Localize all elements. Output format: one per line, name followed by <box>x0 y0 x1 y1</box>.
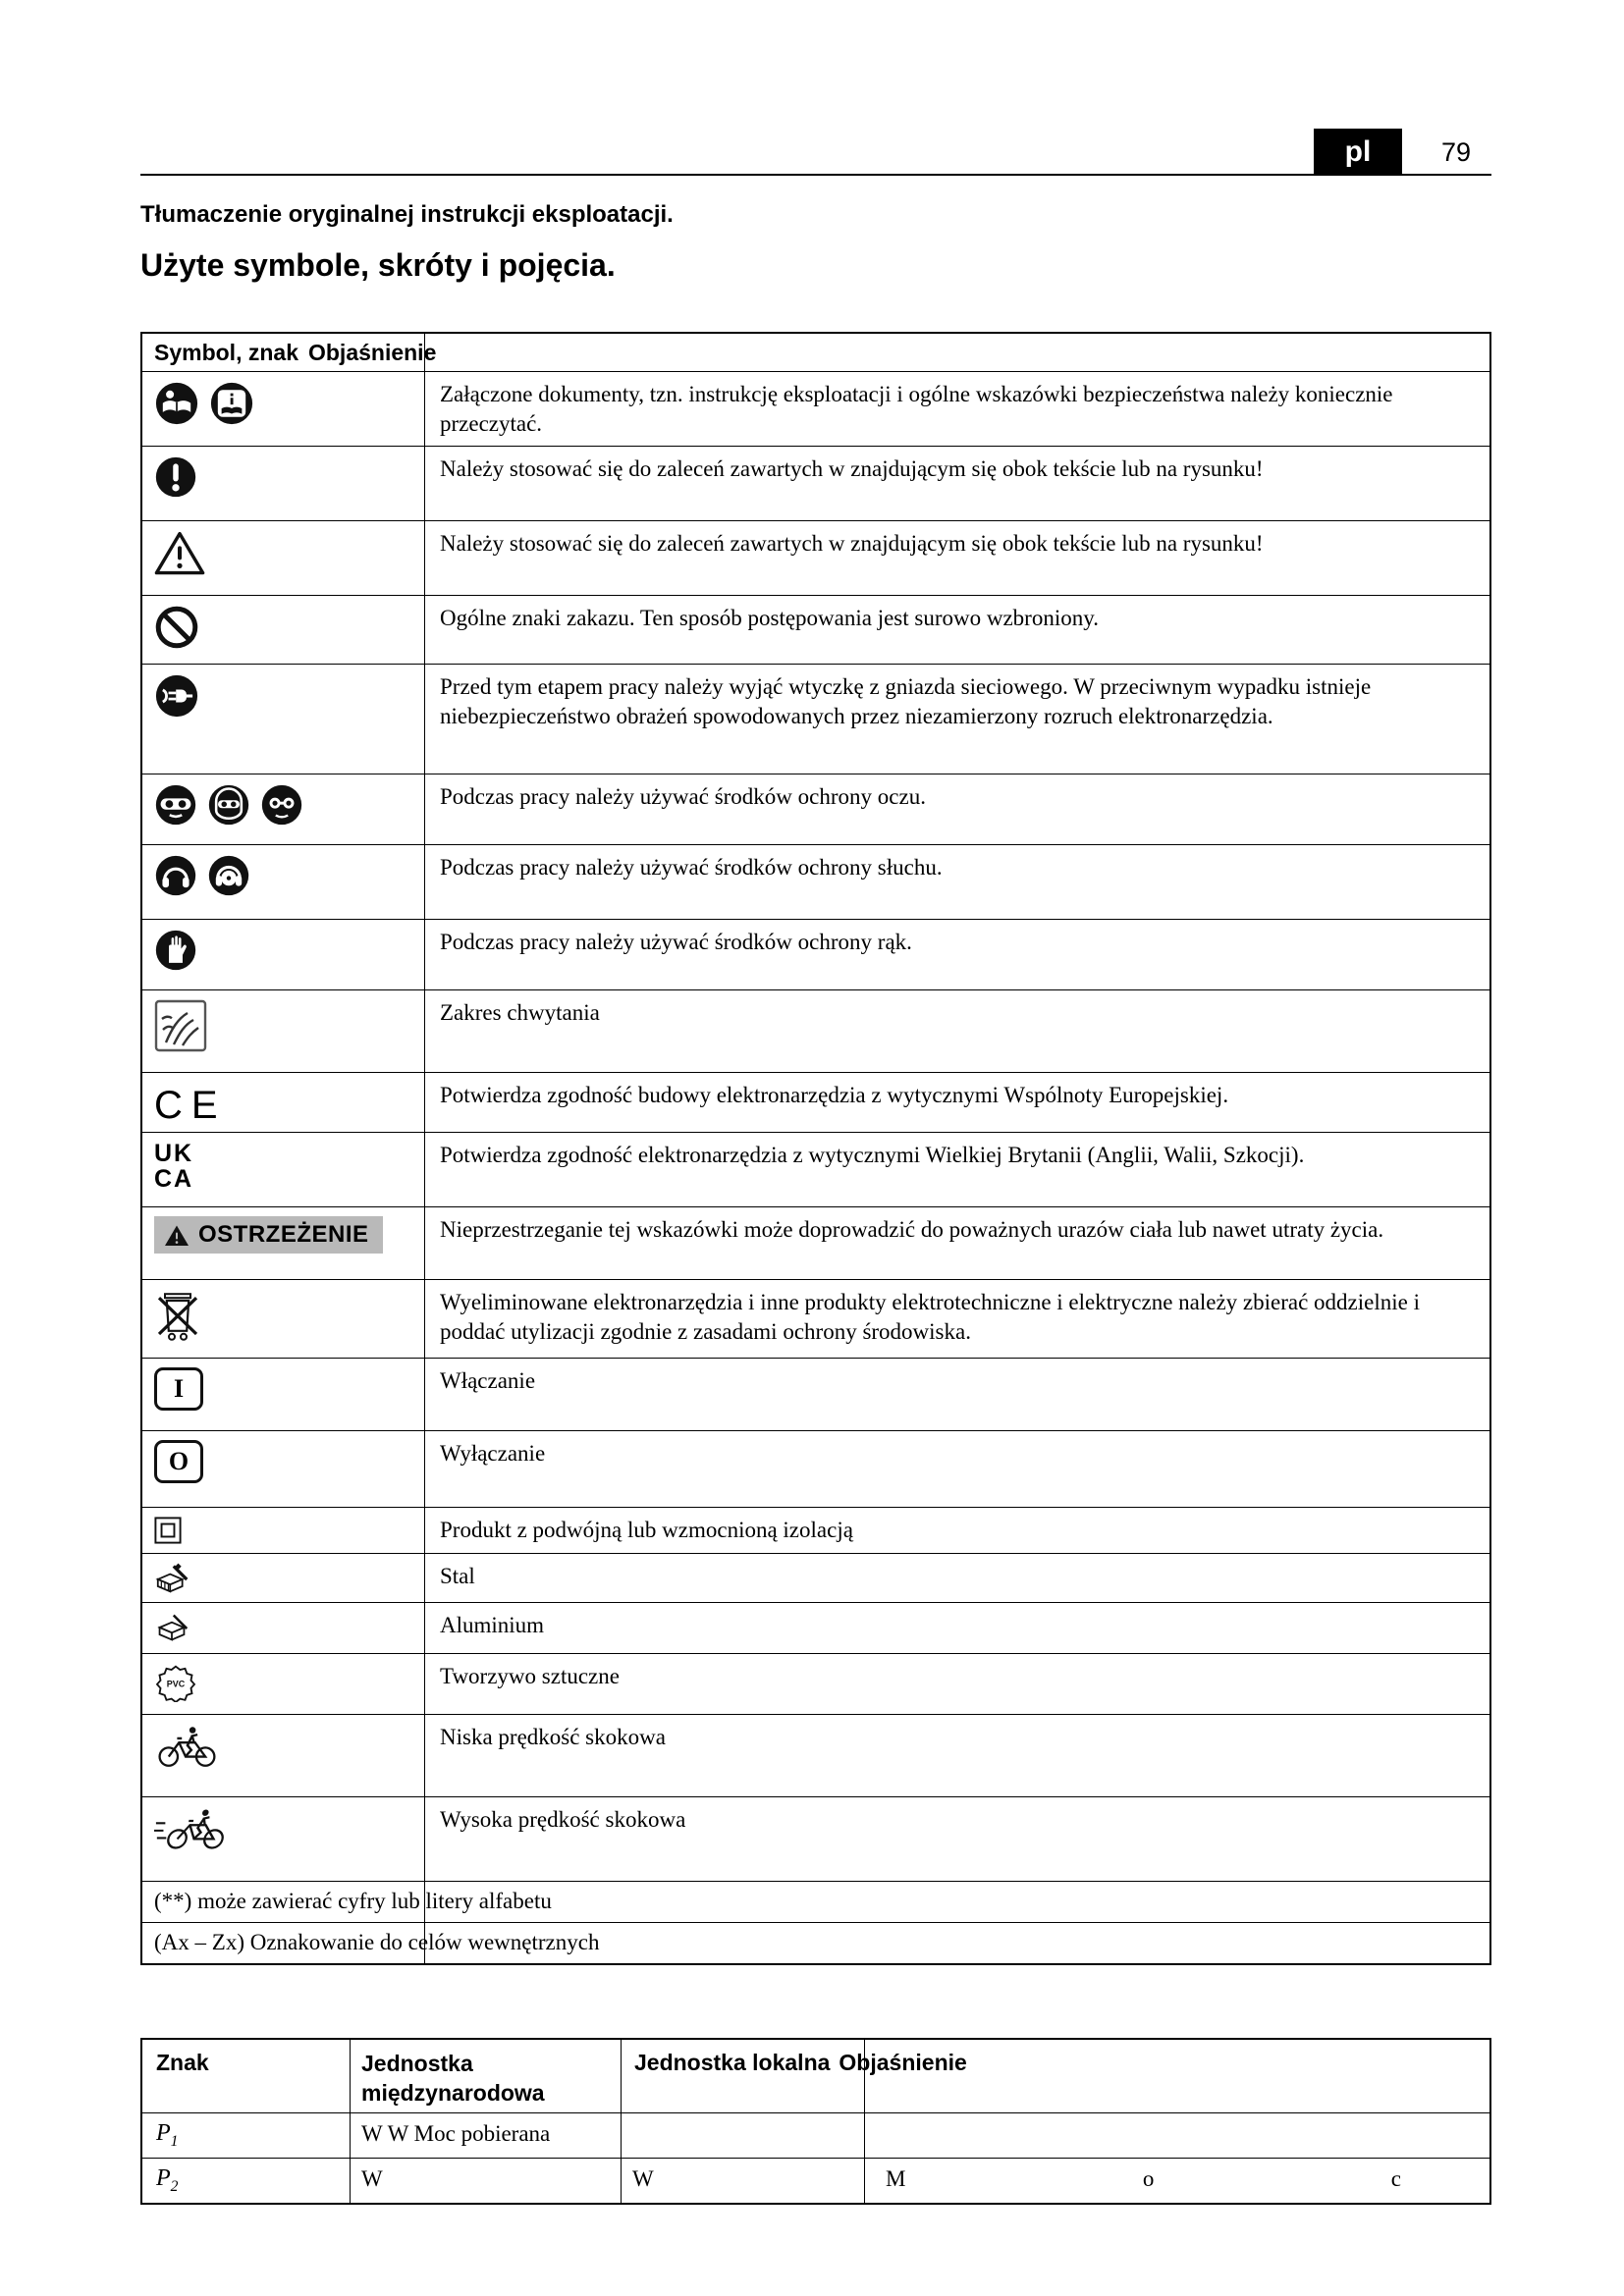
plastic-pvc-icon <box>154 1663 197 1702</box>
explanation-text: Ogólne znaki zakazu. Ten sposób postępowania jest surowo wzbroniony. <box>440 606 1099 631</box>
explanation-text: Niska prędkość skokowa <box>440 1724 666 1749</box>
explanation-text: Należy stosować się do zaleceń zawartych w znajdującym się obok tekście lub na rysunku! <box>440 456 1264 482</box>
explanation-text: Tworzywo sztuczne <box>440 1663 620 1688</box>
symbol-cell <box>142 1603 424 1653</box>
page-title: Użyte symbole, skróty i pojęcia. <box>140 247 616 283</box>
table-row <box>142 664 1489 774</box>
ce-mark: CE <box>154 1084 227 1128</box>
table-row <box>142 1714 1489 1796</box>
column-divider <box>621 2040 622 2203</box>
symbols-table <box>140 332 1491 1965</box>
double-insulation-icon <box>154 1517 182 1544</box>
units-row <box>142 2158 1489 2203</box>
switch-off-symbol: O <box>168 1447 189 1476</box>
warning-badge <box>154 1216 383 1254</box>
face-shield-icon <box>207 783 250 827</box>
hand-protection-icon <box>154 929 197 972</box>
weee-bin-icon <box>154 1289 201 1344</box>
explanation-text: Wysoka prędkość skokowa <box>440 1806 686 1832</box>
units-row <box>142 2112 1489 2158</box>
table-row <box>142 1507 1489 1553</box>
warning-triangle-icon <box>164 1224 189 1247</box>
symbol-cell <box>142 372 424 446</box>
explanation-text: Aluminium <box>440 1612 545 1637</box>
table-row <box>142 774 1489 844</box>
sign-subscript: 2 <box>170 2177 179 2195</box>
steel-icon <box>154 1563 189 1594</box>
column-divider <box>350 2040 351 2203</box>
table-footnote-row <box>142 1881 1489 1922</box>
table-row <box>142 1358 1489 1430</box>
switch-on-icon <box>154 1367 203 1411</box>
symbol-cell <box>142 774 424 844</box>
switch-on-symbol: I <box>173 1374 185 1404</box>
table-row <box>142 1602 1489 1653</box>
symbol-cell <box>142 447 424 520</box>
symbol-cell <box>142 920 424 989</box>
explanation-text: Podczas pracy należy używać środków ochrony rąk. <box>440 930 912 955</box>
warning-triangle-icon <box>154 530 205 575</box>
eye-protection-icon <box>154 783 197 827</box>
table-row <box>142 1553 1489 1602</box>
header-rule <box>140 174 1491 176</box>
explanation-text: Nieprzestrzeganie tej wskazówki może doprowadzić do poważnych urazów ciała lub nawet utraty życia. <box>440 1217 1384 1243</box>
exclamation-circle-icon <box>154 455 197 499</box>
safety-goggles-icon <box>260 783 303 827</box>
unit-header-line2: międzynarodowa <box>361 2079 545 2106</box>
switch-off-icon <box>154 1440 203 1483</box>
symbol-cell <box>142 1207 424 1279</box>
explanation-text: Włączanie <box>440 1368 536 1394</box>
footnote-text: (**) może zawierać cyfry lub litery alfabetu <box>154 1889 552 1914</box>
footnote-text: (Ax – Zx) Oznakowanie do celów wewnętrznych <box>154 1930 600 1955</box>
table-row <box>142 520 1489 595</box>
local-unit-cell: W <box>632 2166 654 2191</box>
page-number: 79 <box>1441 137 1472 167</box>
table-row <box>142 1796 1489 1881</box>
explanation-text: Potwierdza zgodność elektronarzędzia z wytycznymi Wielkiej Brytanii (Anglii, Walii, Szkocji). <box>440 1143 1305 1168</box>
symbol-cell <box>142 1797 424 1881</box>
table-row <box>142 1132 1489 1206</box>
sign-letter: P <box>156 2120 171 2146</box>
explanation-text: Stal <box>440 1563 475 1588</box>
symbol-cell <box>142 1359 424 1430</box>
symbol-cell <box>142 845 424 919</box>
explanation-text: Podczas pracy należy używać środków ochrony oczu. <box>440 784 926 810</box>
explanation-text: Potwierdza zgodność budowy elektronarzędzia z wytycznymi Wspólnoty Europejskiej. <box>440 1083 1229 1108</box>
table-row <box>142 844 1489 919</box>
table-row <box>142 919 1489 989</box>
explanation-fragment: o <box>1142 2166 1155 2191</box>
table-row <box>142 446 1489 520</box>
local-unit-column-header: Jednostka lokalna <box>634 2050 831 2075</box>
table-row <box>142 1653 1489 1714</box>
international-unit-column-header <box>350 2040 621 2112</box>
symbol-column-header: Symbol, znak <box>154 339 298 365</box>
local-unit-and-explanation-header <box>621 2040 1489 2112</box>
explanation-text: Produkt z podwójną lub wzmocnioną izolacją <box>440 1518 853 1543</box>
unit-cell: W <box>361 2166 383 2191</box>
explanation-text: Przed tym etapem pracy należy wyjąć wtyczkę z gniazda sieciowego. W przeciwnym wypadku istnieje niebezpieczeństwo obrażeń spowodowanych przez niezamierzony rozruch elektronarzędzia. <box>440 674 1372 728</box>
explanation-text: Należy stosować się do zaleceń zawartych w znajdującym się obok tekście lub na rysunku! <box>440 531 1264 557</box>
sign-letter: P <box>156 2165 171 2191</box>
explanation-fragment: M <box>886 2166 906 2191</box>
explanation-text: Zakres chwytania <box>440 1000 600 1026</box>
units-table-header <box>142 2040 1489 2112</box>
language-badge: pl <box>1314 129 1402 175</box>
unplug-power-icon <box>154 673 199 719</box>
symbol-cell <box>142 1431 424 1507</box>
unit-header-line1: Jednostka <box>361 2051 473 2076</box>
pvc-label: PVC <box>166 1679 186 1689</box>
ukca-mark <box>154 1142 193 1192</box>
explanation-text: Wyeliminowane elektronarzędzia i inne produkty elektrotechniczne i elektryczne należy zbierać oddzielnie i poddać utylizacji zgodnie z zasadami ochrony środowiska. <box>440 1290 1420 1344</box>
table-row <box>142 371 1489 446</box>
sign-cell <box>142 2113 350 2158</box>
high-stroke-rate-icon <box>154 1806 225 1851</box>
explanation-cell <box>864 2113 1489 2158</box>
explanation-fragment: c <box>1390 2166 1401 2191</box>
table-row <box>142 1072 1489 1132</box>
column-divider <box>424 334 425 1963</box>
explanation-text: Załączone dokumenty, tzn. instrukcję eksploatacji i ogólne wskazówki bezpieczeństwa należy koniecznie przeczytać. <box>440 382 1393 436</box>
explanation-column-header: Objaśnienie <box>307 339 437 365</box>
table-row <box>142 1279 1489 1358</box>
symbol-cell <box>142 665 424 774</box>
symbol-cell <box>142 1073 424 1132</box>
local-unit-cell <box>621 2113 864 2158</box>
symbol-cell <box>142 990 424 1072</box>
symbols-table-header <box>142 334 1489 371</box>
grip-area-icon <box>154 999 207 1052</box>
symbol-cell <box>142 1508 424 1553</box>
aluminium-icon <box>154 1612 189 1643</box>
symbol-cell <box>142 1715 424 1796</box>
ukca-line1: UK <box>154 1140 194 1168</box>
sign-subscript: 1 <box>170 2132 179 2150</box>
translation-note: Tłumaczenie oryginalnej instrukcji eksploatacji. <box>140 201 674 228</box>
sign-cell <box>142 2159 350 2203</box>
symbol-cell <box>142 1280 424 1358</box>
warning-badge-label: OSTRZEŻENIE <box>198 1221 369 1249</box>
symbol-cell <box>142 1554 424 1602</box>
table-row <box>142 1430 1489 1507</box>
ear-protection-icon <box>154 854 197 897</box>
units-table <box>140 2038 1491 2205</box>
table-row <box>142 989 1489 1072</box>
table-row <box>142 1206 1489 1279</box>
explanation-text: Podczas pracy należy używać środków ochrony słuchu. <box>440 855 943 881</box>
symbol-cell <box>142 1654 424 1714</box>
explanation-cell <box>864 2159 1489 2203</box>
ukca-line2: CA <box>154 1164 194 1193</box>
table-footnote-row <box>142 1922 1489 1963</box>
instruction-manual-icon <box>209 381 254 426</box>
explanation-column-header: Objaśnienie <box>839 2050 967 2075</box>
unit-cell: W W Moc pobierana <box>361 2121 551 2146</box>
ear-muffs-icon <box>207 854 250 897</box>
low-stroke-rate-icon <box>154 1724 219 1769</box>
symbol-cell <box>142 1133 424 1206</box>
explanation-text: Wyłączanie <box>440 1441 546 1467</box>
table-row <box>142 595 1489 664</box>
prohibition-icon <box>154 605 199 650</box>
column-divider <box>864 2040 865 2203</box>
symbol-cell <box>142 596 424 664</box>
read-instructions-icon <box>154 381 199 426</box>
symbol-cell <box>142 521 424 595</box>
sign-column-header: Znak <box>156 2050 209 2075</box>
